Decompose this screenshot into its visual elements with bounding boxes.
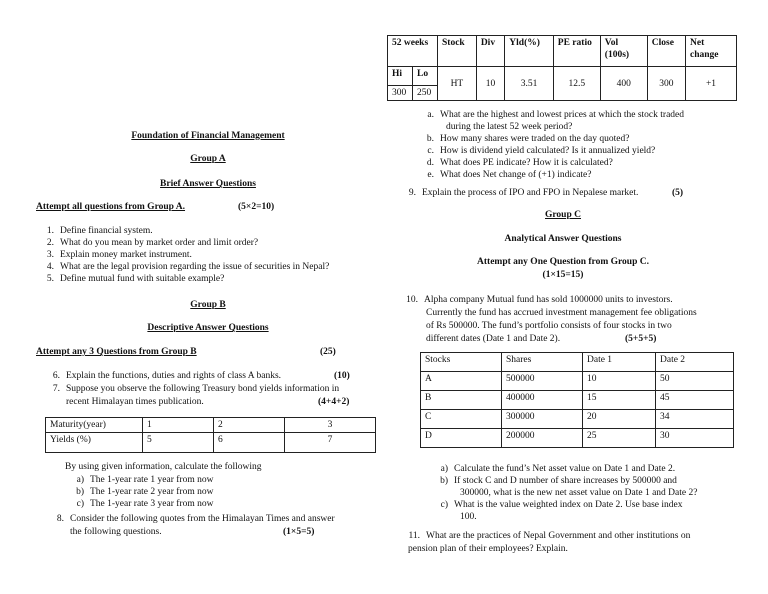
table-cell: 12.5 xyxy=(553,67,600,101)
table-cell: D xyxy=(421,429,502,448)
question-8-marks: (1×5=5) xyxy=(283,527,315,537)
table-cell: 3.51 xyxy=(505,67,554,101)
table-cell: 3 xyxy=(285,418,376,433)
table-cell: 7 xyxy=(285,433,376,453)
list-item: 4. What are the legal provision regarding the issue of securities in Nepal? xyxy=(46,262,330,272)
table-cell: 25 xyxy=(583,429,656,448)
table-cell: 200000 xyxy=(502,429,583,448)
group-a-instruction: Attempt all questions from Group A. xyxy=(36,202,186,212)
question-10-line3: of Rs 500000. The fund’s portfolio consists of four stocks in two xyxy=(426,321,672,331)
list-item: c) What is the value weighted index on Date 2. Use base index xyxy=(440,500,683,510)
table-cell: 400 xyxy=(600,67,647,101)
table-header: PE ratio xyxy=(553,36,600,67)
table-cell: 250 xyxy=(413,86,438,101)
table-header: Net change xyxy=(686,36,737,67)
table-row xyxy=(421,391,734,410)
table-cell: 300 xyxy=(388,86,413,101)
table-cell: HT xyxy=(438,67,477,101)
question-6-marks: (10) xyxy=(334,371,350,381)
table-row xyxy=(421,353,734,372)
table-cell: 500000 xyxy=(502,372,583,391)
list-item: c. How is dividend yield calculated? Is it annualized yield? xyxy=(427,146,656,156)
table-cell: 6 xyxy=(214,433,285,453)
table-cell: 45 xyxy=(656,391,734,410)
table-cell: +1 xyxy=(686,67,737,101)
stock-quote-table xyxy=(387,35,737,101)
group-c-instruction: Attempt any One Question from Group C. xyxy=(477,257,649,267)
question-9-marks: (5) xyxy=(672,188,684,198)
table-cell: B xyxy=(421,391,502,410)
question-8: 8. Consider the following quotes from the Himalayan Times and answer xyxy=(56,514,335,524)
list-item: e. What does Net change of (+1) indicate? xyxy=(427,170,592,180)
question-10-marks: (5+5+5) xyxy=(625,334,657,344)
table-row xyxy=(421,429,734,448)
table-header: Date 2 xyxy=(656,353,734,372)
question-8-line2: the following questions. xyxy=(70,527,162,537)
list-item: 3. Explain money market instrument. xyxy=(46,250,192,260)
table-row xyxy=(46,418,376,433)
list-item-continuation: during the latest 52 week period? xyxy=(446,122,573,132)
table-cell: 300000 xyxy=(502,410,583,429)
question-8-parts xyxy=(422,109,742,181)
question-11: 11. What are the practices of Nepal Government and other institutions on xyxy=(408,531,691,541)
group-b-heading: Group B xyxy=(190,300,226,310)
list-item-continuation: 100. xyxy=(460,512,477,522)
question-10-parts xyxy=(436,463,736,523)
list-item: d. What does PE indicate? How it is calculated? xyxy=(426,158,613,168)
question-10-line4: different dates (Date 1 and Date 2). xyxy=(426,334,561,344)
table-cell: Maturity(year) xyxy=(46,418,143,433)
table-header: Lo xyxy=(413,67,438,86)
table-header: Hi xyxy=(388,67,413,86)
list-item-continuation: 300000, what is the new net asset value on Date 1 and Date 2? xyxy=(460,488,698,498)
group-c-heading: Group C xyxy=(545,210,581,220)
table-cell: 34 xyxy=(656,410,734,429)
table-header: 52 weeks xyxy=(388,36,438,67)
group-a-heading: Group A xyxy=(190,154,226,164)
fund-table xyxy=(420,352,734,448)
table-header: Yld(%) xyxy=(505,36,554,67)
question-7-marks: (4+4+2) xyxy=(318,397,350,407)
question-6: 6. Explain the functions, duties and rights of class A banks. xyxy=(52,371,282,381)
group-b-subheading: Descriptive Answer Questions xyxy=(147,323,269,333)
question-11-line2: pension plan of their employees? Explain. xyxy=(408,544,568,554)
question-7-followup: By using given information, calculate the following xyxy=(65,462,262,472)
list-item: b) If stock C and D number of share increases by 500000 and xyxy=(440,476,677,486)
table-header: Date 1 xyxy=(583,353,656,372)
question-9: 9. Explain the process of IPO and FPO in Nepalese market. xyxy=(408,188,639,198)
question-7-line2: recent Himalayan times publication. xyxy=(66,397,204,407)
table-row xyxy=(388,67,737,86)
table-cell: 10 xyxy=(583,372,656,391)
group-a-subheading: Brief Answer Questions xyxy=(160,179,256,189)
list-item: 1. Define financial system. xyxy=(46,226,153,236)
group-c-marks: (1×15=15) xyxy=(542,270,584,280)
list-item: a) The 1-year rate 1 year from now xyxy=(76,475,214,485)
table-cell: C xyxy=(421,410,502,429)
list-item: a) Calculate the fund’s Net asset value on Date 1 and Date 2. xyxy=(440,464,676,474)
table-row xyxy=(46,433,376,453)
list-item: 5. Define mutual fund with suitable example? xyxy=(46,274,225,284)
table-cell: 10 xyxy=(476,67,504,101)
table-cell: 5 xyxy=(143,433,214,453)
table-cell: 50 xyxy=(656,372,734,391)
table-header: Shares xyxy=(502,353,583,372)
group-b-instruction: Attempt any 3 Questions from Group B xyxy=(36,347,197,357)
table-row xyxy=(388,36,737,67)
group-c-subheading: Analytical Answer Questions xyxy=(504,234,622,244)
question-7-parts xyxy=(72,474,213,510)
page-title: Foundation of Financial Management xyxy=(131,131,285,141)
table-row xyxy=(421,410,734,429)
question-7: 7. Suppose you observe the following Treasury bond yields information in xyxy=(52,384,340,394)
list-item: b) The 1-year rate 2 year from now xyxy=(76,487,214,497)
table-cell: 20 xyxy=(583,410,656,429)
list-item: b. How many shares were traded on the day quoted? xyxy=(426,134,630,144)
question-10: 10. Alpha company Mutual fund has sold 1000000 units to investors. xyxy=(406,295,673,305)
table-header: Stocks xyxy=(421,353,502,372)
table-cell: 15 xyxy=(583,391,656,410)
table-header: Div xyxy=(476,36,504,67)
table-cell: 400000 xyxy=(502,391,583,410)
group-b-marks: (25) xyxy=(320,347,336,357)
list-item: 2. What do you mean by market order and limit order? xyxy=(46,238,259,248)
table-cell: 30 xyxy=(656,429,734,448)
table-header: Close xyxy=(647,36,685,67)
table-cell: 2 xyxy=(214,418,285,433)
table-cell: 300 xyxy=(647,67,685,101)
yield-table xyxy=(45,417,376,453)
table-row xyxy=(421,372,734,391)
table-header: Stock xyxy=(438,36,477,67)
question-10-line2: Currently the fund has accrued investment management fee obligations xyxy=(426,308,697,318)
list-item: a. What are the highest and lowest prices at which the stock traded xyxy=(427,110,685,120)
table-cell: Yields (%) xyxy=(46,433,143,453)
table-cell: A xyxy=(421,372,502,391)
table-cell: 1 xyxy=(143,418,214,433)
group-a-question-list xyxy=(40,225,329,285)
group-a-marks: (5×2=10) xyxy=(238,202,275,212)
table-header: Vol (100s) xyxy=(600,36,647,67)
list-item: c) The 1-year rate 3 year from now xyxy=(76,499,214,509)
